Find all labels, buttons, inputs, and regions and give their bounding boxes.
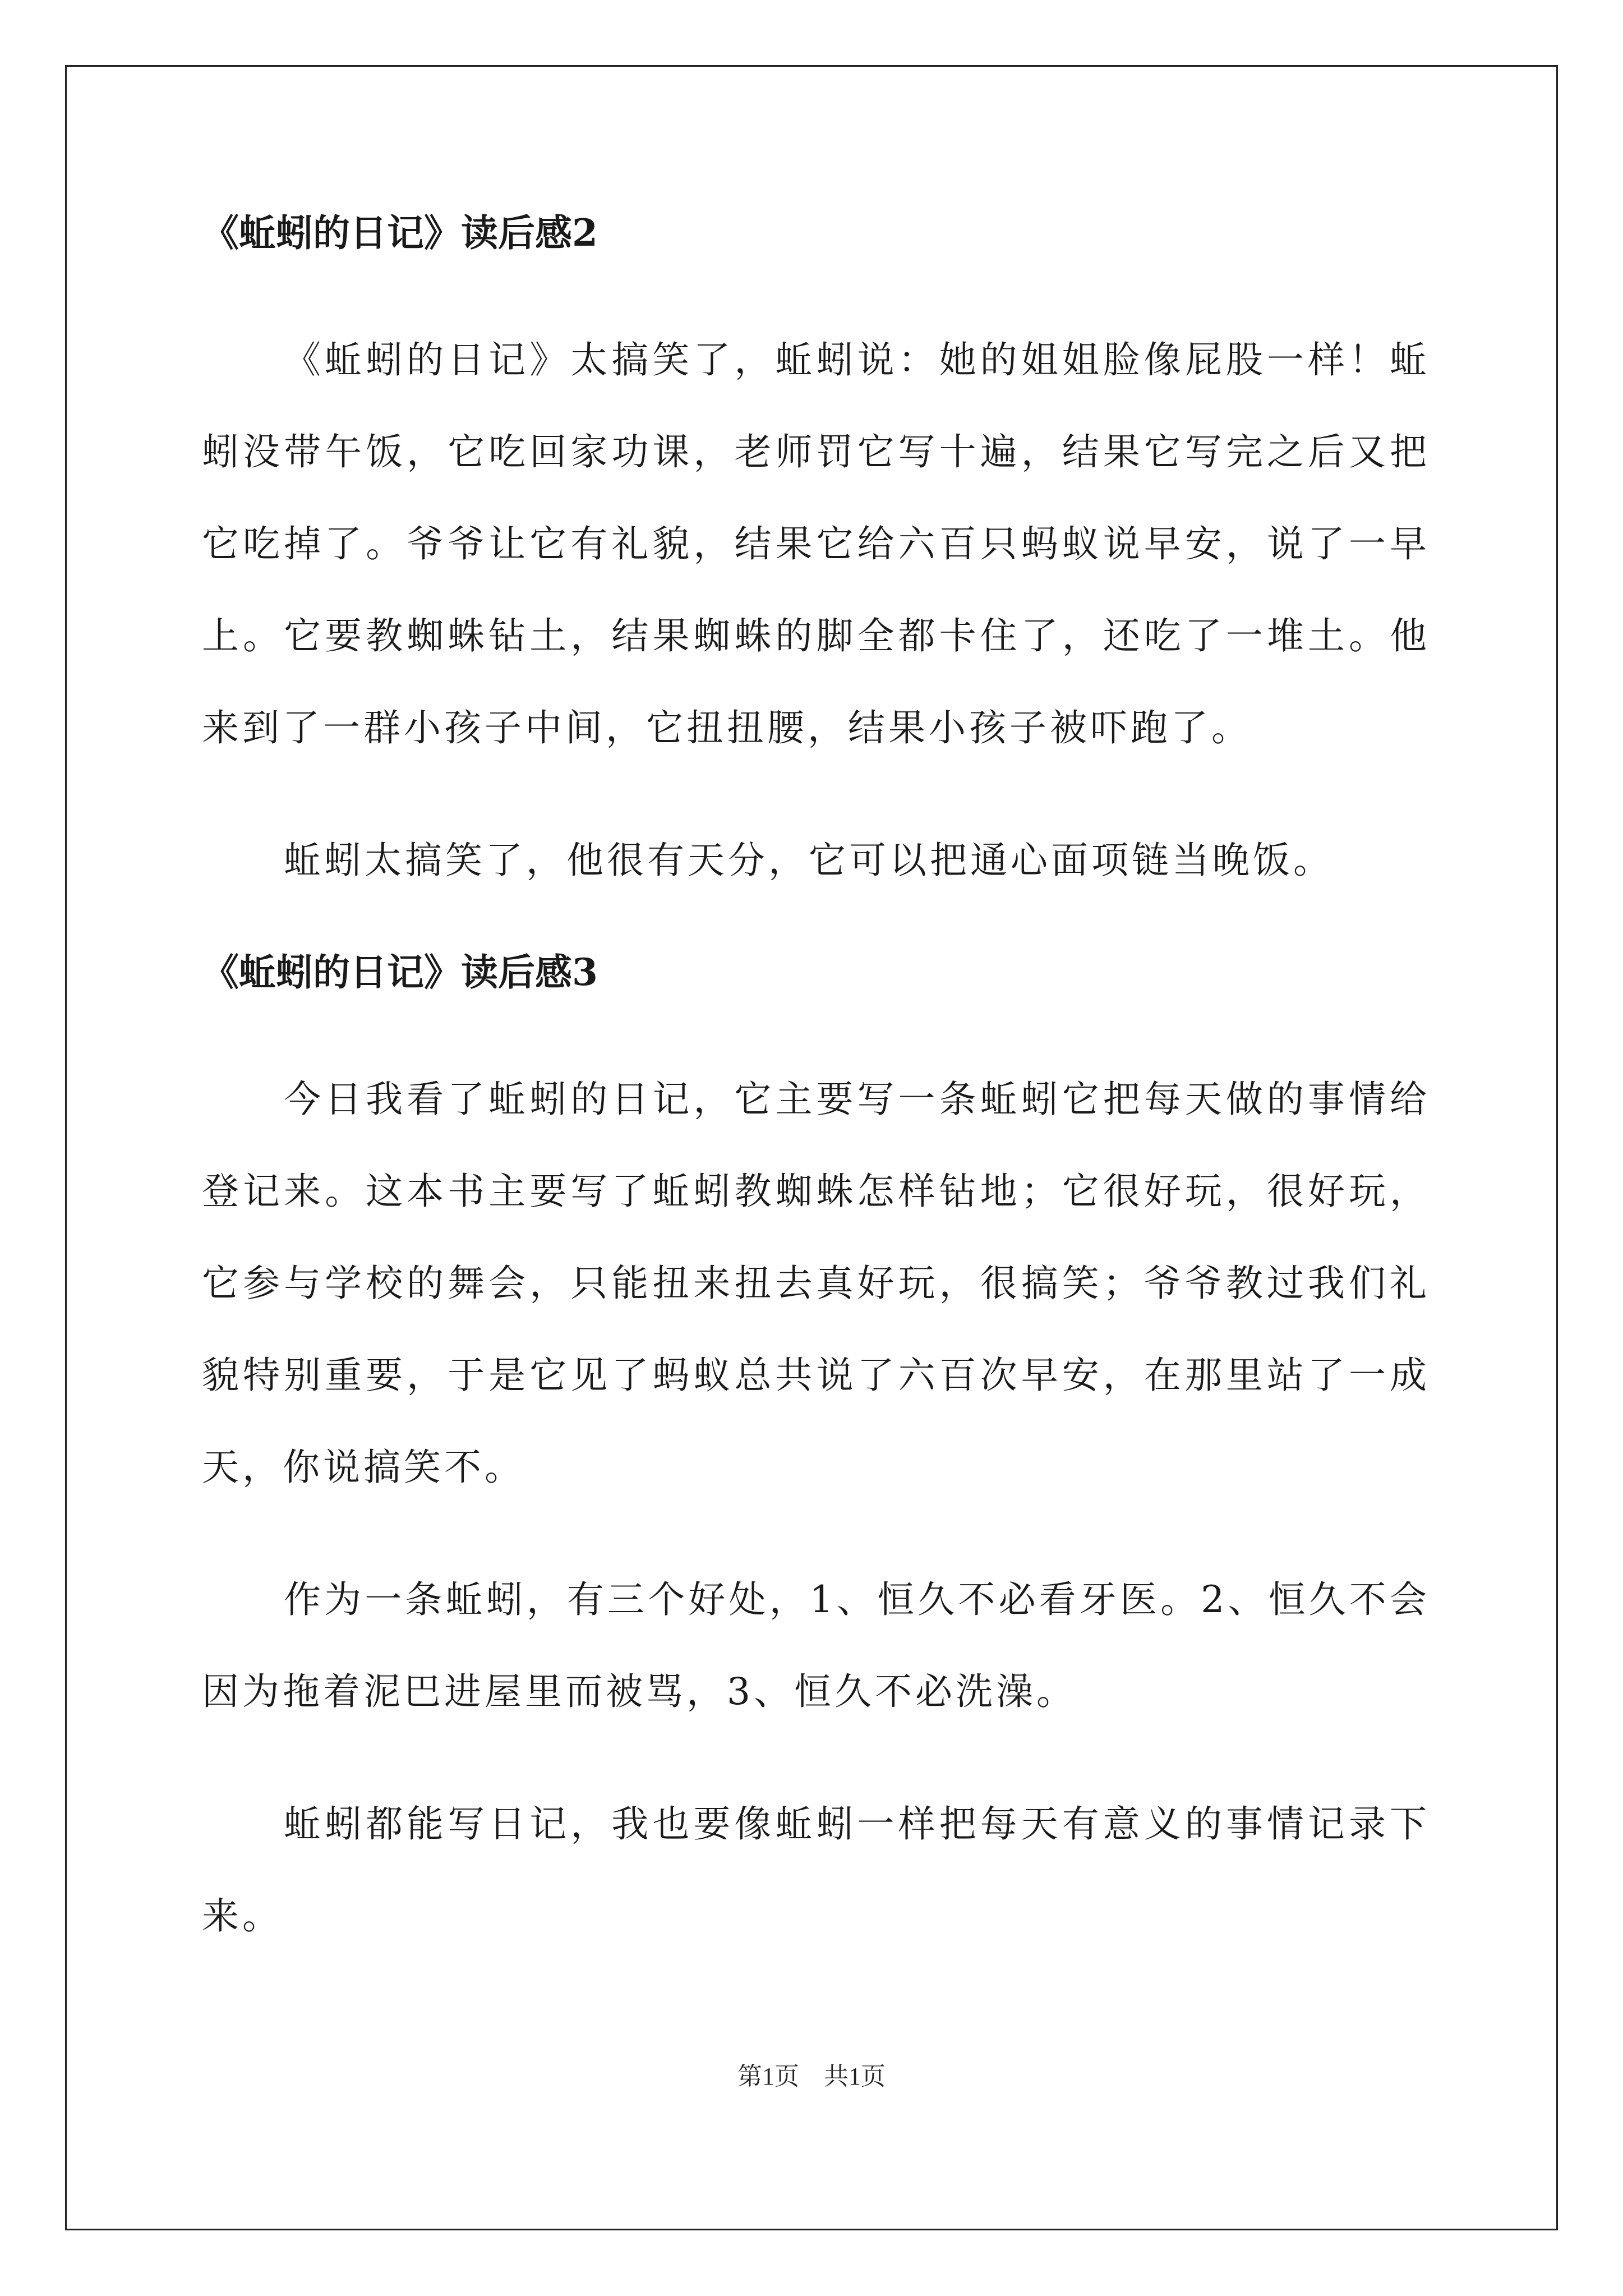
document-body xyxy=(202,208,1430,1962)
page-total: 共1页 xyxy=(824,2063,886,2090)
paragraph: 今日我看了蚯蚓的日记，它主要写一条蚯蚓它把每天做的事情给登记来。这本书主要写了蚯蚓教蜘蛛怎样钻地；它很好玩，很好玩，它参与学校的舞会，只能扭来扭去真好玩，很搞笑；爷爷教过我们礼貌特别重要，于是它见了蚂蚁总共说了六百次早安，在那里站了一成天，你说搞笑不。 xyxy=(202,1078,1430,1489)
paragraph: 蚯蚓都能写日记，我也要像蚯蚓一样把每天有意义的事情记录下来。 xyxy=(202,1802,1430,1938)
section-title: 《蚯蚓的日记》读后感3 xyxy=(202,950,598,994)
page-footer xyxy=(0,2060,1623,2093)
page-number: 第1页 xyxy=(737,2063,799,2090)
section-title: 《蚯蚓的日记》读后感2 xyxy=(202,211,598,255)
paragraph: 《蚯蚓的日记》太搞笑了，蚯蚓说：她的姐姐脸像屁股一样！蚯蚓没带午饭，它吃回家功课，老师罚它写十遍，结果它写完之后又把它吃掉了。爷爷让它有礼貌，结果它给六百只蚂蚁说早安，说了一早上。它要教蜘蛛钻土，结果蜘蛛的脚全都卡住了，还吃了一堆土。他来到了一群小孩子中间，它扭扭腰，结果小孩子被吓跑了。 xyxy=(202,338,1430,749)
paragraph: 作为一条蚯蚓，有三个好处，1、恒久不必看牙医。2、恒久不会因为拖着泥巴进屋里而被骂，3、恒久不必洗澡。 xyxy=(202,1578,1430,1713)
paragraph: 蚯蚓太搞笑了，他很有天分，它可以把通心面项链当晚饭。 xyxy=(284,839,1334,882)
